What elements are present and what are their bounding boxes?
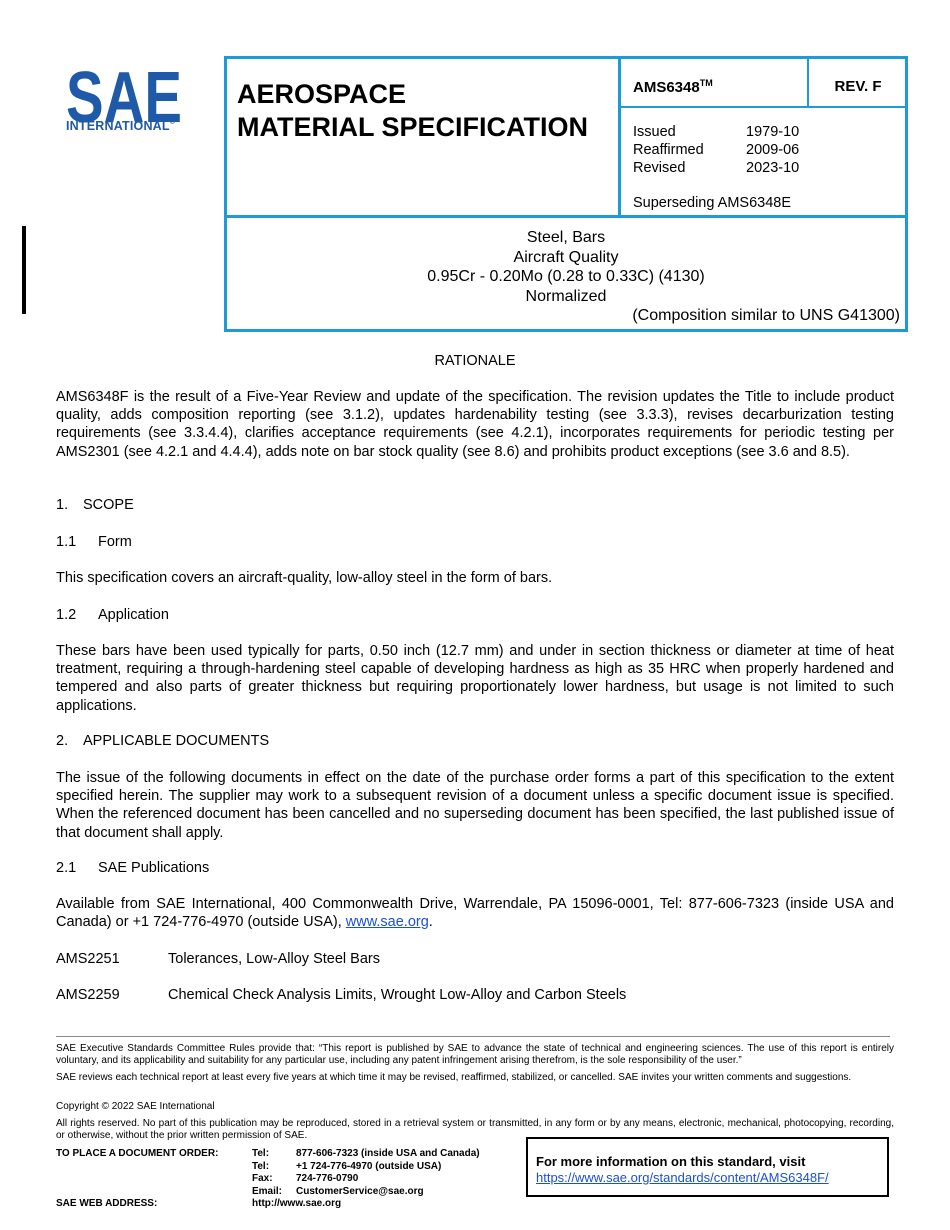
rights-notice: All rights reserved. No part of this publication may be reproduced, stored in a retrieval system or transmitted, in any form or by any means, electronic, mechanical, photocopying, recording, or otherwise, without the prior written permission of SAE. [56, 1118, 894, 1142]
superseding-note: Superseding AMS6348E [633, 195, 791, 211]
composition-note: (Composition similar to UNS G41300) [632, 307, 900, 324]
rationale-text: AMS6348F is the result of a Five-Year Review and update of the specification. The revision updates the Title to include product quality, adds composition reporting (see 3.1.2), updates hardenability testing (see 3.3.3), revises decarburization testing requirements (see 3.3.4.4), clarifies acceptance requirements (see 4.2.1), incorporates requirements for periodic testing per AMS2301 (see 4.2.1 and 4.4.4), adds note on bar stock quality (see 8.6) and prohibits product exceptions (see 3.6 and 8.5). [56, 389, 894, 460]
more-info-box [526, 1137, 889, 1197]
subject-block: Steel, Bars Aircraft Quality 0.95Cr - 0.20Mo (0.28 to 0.33C) (4130) Normalized (Composition similar to UNS G41300) [224, 228, 908, 326]
order-label: TO PLACE A DOCUMENT ORDER: [56, 1148, 219, 1159]
section-applicable-documents: 2. APPLICABLE DOCUMENTS [56, 733, 270, 749]
header-box [224, 56, 908, 332]
sae-website-link[interactable]: www.sae.org [345, 914, 429, 931]
footer-divider [56, 1036, 890, 1037]
section-application: 1.2 Application [56, 607, 169, 623]
revision-label: REV. F [834, 78, 882, 95]
document-type-title: AEROSPACE MATERIAL SPECIFICATION [237, 79, 588, 142]
more-info-title: For more information on this standard, visit [536, 1154, 806, 1169]
revision-bar [22, 226, 26, 314]
review-notice: SAE reviews each technical report at least every five years at which time it may be revised, reaffirmed, stabilized, or cancelled. SAE invites your written comments and suggestions. [56, 1072, 852, 1083]
section-sae-publications: 2.1 SAE Publications [56, 860, 210, 876]
reference-item: AMS2259 Chemical Check Analysis Limits, Wrought Low-Alloy and Carbon Steels [56, 987, 627, 1003]
document-number: AMS6348™ [633, 78, 713, 96]
committee-rules: SAE Executive Standards Committee Rules provide that: “This report is published by SAE to advance the state of technical and engineering sciences. The use of this report is entirely voluntary, and its applicability and suitability for any particular use, including any patent infringement arising therefrom, is the sole responsibility of the user.” [56, 1043, 894, 1067]
standard-url-link[interactable]: https://www.sae.org/standards/content/AMS6348F/ [536, 1170, 829, 1185]
web-address-value: http://www.sae.org [252, 1198, 342, 1209]
web-address-label: SAE WEB ADDRESS: [56, 1198, 158, 1209]
copyright: Copyright © 2022 SAE International [56, 1101, 215, 1112]
sae-publications-text: Available from SAE International, 400 Commonwealth Drive, Warrendale, PA 15096-0001, Tel: 877-606-7323 (inside USA and Canada) or +1 724-776-4970 (outside USA), www.sae.org. [56, 896, 894, 931]
logo-mark: SAE [66, 58, 182, 136]
reference-item: AMS2251 Tolerances, Low-Alloy Steel Bars [56, 951, 380, 967]
rationale-heading: RATIONALE [434, 353, 516, 369]
section-scope: 1. SCOPE [56, 497, 134, 513]
section-form: 1.1 Form [56, 534, 132, 550]
applicable-documents-text: The issue of the following documents in effect on the date of the purchase order forms a part of this specification to the extent specified herein. The supplier may work to a subsequent revision of a document unless a specific document issue is specified. When the referenced document has been cancelled and no superseding document has been specified, the last published issue of that document shall apply. [56, 770, 894, 841]
date-block: Issued 1979-10 Reaffirmed 2009-06 Revised 2023-10 [633, 124, 800, 176]
logo-subtitle: INTERNATIONAL® [66, 119, 176, 133]
form-text: This specification covers an aircraft-quality, low-alloy steel in the form of bars. [56, 570, 553, 586]
order-contacts: Tel: 877-606-7323 (inside USA and Canada) Tel: +1 724-776-4970 (outside USA) Fax: 724-776-0790 Email: CustomerService@sae.org [252, 1148, 480, 1197]
application-text: These bars have been used typically for parts, 0.50 inch (12.7 mm) and under in section thickness or diameter at time of heat treatment, requiring a through-hardening steel capable of developing hardness as high as 35 HRC when properly hardened and tempered and also parts of greater thickness but requiring proportionately lower hardness, but usage is not limited to such applications. [56, 643, 894, 714]
